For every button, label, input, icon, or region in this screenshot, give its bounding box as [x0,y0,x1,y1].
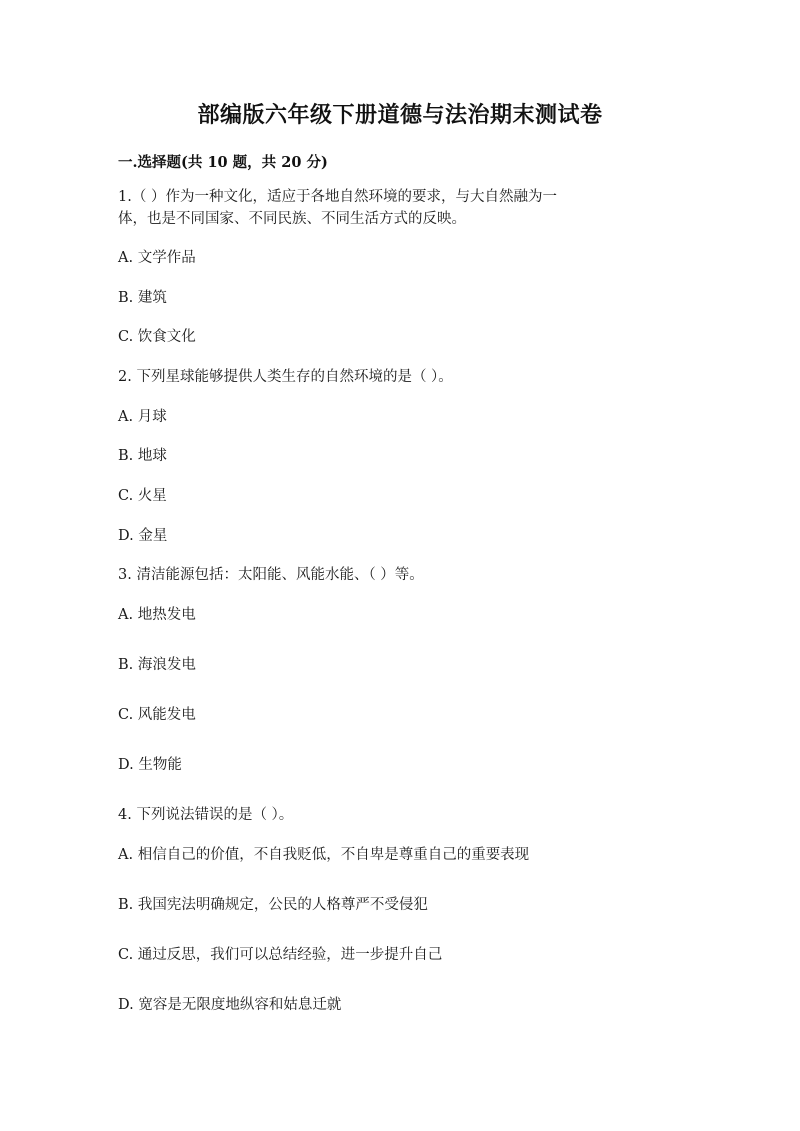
question-3-option-b: B. 海浪发电 [118,657,196,673]
question-2-option-b: B. 地球 [118,448,167,464]
question-1-option-c: C. 饮食文化 [118,329,196,345]
question-1-option-b: B. 建筑 [118,290,167,306]
question-3-stem: 3. 清洁能源包括：太阳能、风能水能、（ ）等。 [118,567,424,583]
question-2-option-c: C. 火星 [118,488,167,504]
page-title: 部编版六年级下册道德与法治期末测试卷 [197,102,603,128]
question-3-option-a: A. 地热发电 [118,607,196,623]
question-4-option-c: C. 通过反思，我们可以总结经验，进一步提升自己 [118,947,443,963]
question-4-option-a: A. 相信自己的价值，不自我贬低，不自卑是尊重自己的重要表现 [118,847,530,863]
question-4-stem: 4. 下列说法错误的是（ ）。 [118,807,294,823]
question-4-option-d: D. 宽容是无限度地纵容和姑息迁就 [118,997,342,1013]
question-2-option-d: D. 金星 [118,528,168,544]
question-4-option-b: B. 我国宪法明确规定，公民的人格尊严不受侵犯 [118,897,428,913]
section-heading: 一.选择题(共 10 题，共 20 分) [118,154,328,171]
question-2-stem: 2. 下列星球能够提供人类生存的自然环境的是（ ）。 [118,369,453,385]
question-2-option-a: A. 月球 [118,409,167,425]
question-1-option-a: A. 文学作品 [118,250,196,266]
question-1-stem-line-1: 1.（ ）作为一种文化，适应于各地自然环境的要求，与大自然融为一 [118,189,557,205]
question-3-option-c: C. 风能发电 [118,707,196,723]
question-1-stem-line-2: 体，也是不同国家、不同民族、不同生活方式的反映。 [118,211,466,227]
question-3-option-d: D. 生物能 [118,757,182,773]
